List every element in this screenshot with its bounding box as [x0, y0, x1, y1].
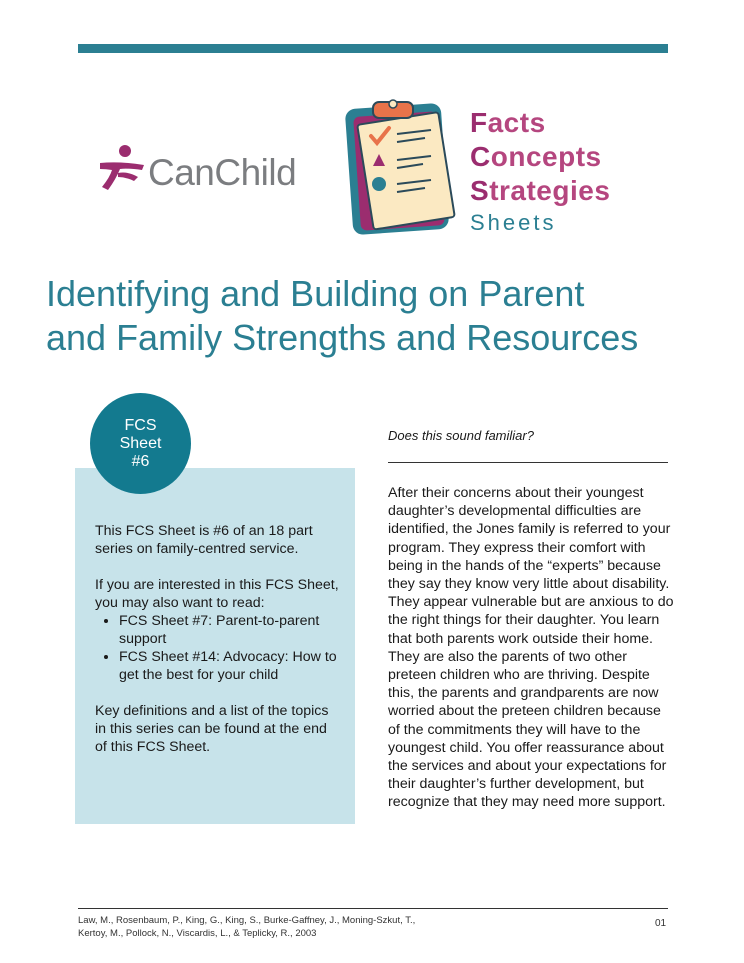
top-accent-bar — [78, 44, 668, 53]
case-story: After their concerns about their youngest daughter’s developmental difficulties are identified, the Jones family is referred to your program. They express their comfort with being in the hands of the “experts” because they say they know very little about disability. They appear vulnerable but are anxious to do the right things for their daughter. You learn that both parents work outside their home. They are also the parents of two other preteen children who are thriving. Despite this, the parents and grandparents are now worried about the preteen children because of the commitments they will have to the youngest child. You offer reassurance about the services and about your expectations for their daughter’s further development, but recognize that they may need more support. — [388, 485, 674, 811]
sheet-number-badge: FCS Sheet #6 — [90, 393, 191, 494]
sidebar-content — [95, 522, 341, 774]
sidebar-definitions: Key definitions and a list of the topics in this series can be found at the end of this FCS Sheet. — [95, 703, 329, 755]
related-sheet-item: • FCS Sheet #7: Parent-to-parent support — [119, 612, 341, 648]
fcs-logo-strategies: Strategies — [470, 175, 611, 206]
page-number: 01 — [655, 918, 667, 929]
page-title — [46, 272, 726, 360]
clipboard-icon — [345, 96, 465, 238]
question-divider — [388, 462, 668, 463]
fcs-sheets-logo — [470, 106, 610, 240]
citation: Law, M., Rosenbaum, P., King, G., King, S., Burke-Gaffney, J., Moning-Szkut, T., Kertoy, M., Pollock, N., Viscardis, L., & Teplicky, R., 2003 — [78, 915, 416, 939]
related-sheets-list — [95, 612, 341, 684]
related-sheet-item: • FCS Sheet #14: Advocacy: How to get the best for your child — [119, 648, 341, 684]
page-title-line-2: and Family Strengths and Resources — [46, 317, 639, 358]
fcs-logo-sheets: Sheets — [470, 210, 557, 235]
page-title-line-1: Identifying and Building on Parent — [46, 273, 585, 314]
fcs-logo-concepts: Concepts — [470, 141, 602, 172]
footer-divider — [78, 908, 668, 909]
fcs-logo-facts: Facts — [470, 107, 546, 138]
intro-question: Does this sound familiar? — [388, 428, 534, 443]
sidebar-intro: This FCS Sheet is #6 of an 18 part series on family-centred service. — [95, 523, 313, 557]
sidebar-read-more: If you are interested in this FCS Sheet, you may also want to read: — [95, 577, 339, 611]
canchild-wordmark: CanChild — [148, 152, 297, 193]
